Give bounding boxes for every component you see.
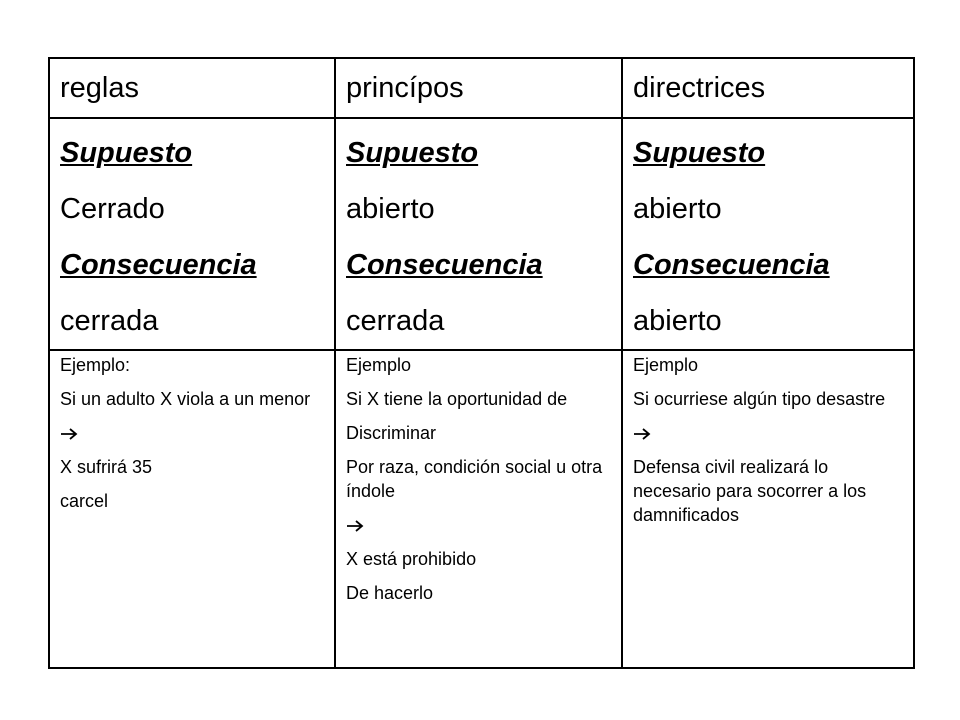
example-cell-principios	[335, 350, 622, 668]
example-premise-line: Discriminar	[346, 423, 436, 443]
supuesto-value: abierto	[346, 193, 435, 225]
supuesto-label: Supuesto	[633, 137, 766, 169]
right-arrow-icon	[633, 427, 651, 441]
header-row	[49, 58, 914, 118]
arrow-line	[346, 513, 611, 537]
supuesto-label: Supuesto	[60, 137, 193, 169]
right-arrow-icon	[346, 519, 364, 533]
example-premise-line: Si X tiene la oportunidad de	[346, 389, 568, 409]
consecuencia-label: Consecuencia	[60, 249, 257, 281]
example-row	[49, 350, 914, 668]
example-title: Ejemplo	[633, 355, 699, 375]
example-title: Ejemplo	[346, 355, 412, 375]
example-conclusion-line: carcel	[60, 491, 109, 511]
consecuencia-value: abierto	[633, 305, 722, 337]
concept-cell-directrices	[622, 118, 914, 350]
example-conclusion-line: De hacerlo	[346, 583, 434, 603]
header-cell-reglas: reglas	[49, 58, 335, 118]
right-arrow-icon	[60, 427, 78, 441]
consecuencia-label: Consecuencia	[346, 249, 543, 281]
example-cell-directrices	[622, 350, 914, 668]
header-cell-directrices: directrices	[622, 58, 914, 118]
concept-cell-reglas	[49, 118, 335, 350]
example-premise-line: Si ocurriese algún tipo desastre	[633, 389, 886, 409]
example-premise-line: Por raza, condición social u otra índole	[346, 457, 603, 501]
example-cell-reglas	[49, 350, 335, 668]
example-conclusion-line: X está prohibido	[346, 549, 477, 569]
arrow-line	[60, 421, 324, 445]
supuesto-label: Supuesto	[346, 137, 479, 169]
example-conclusion-line: X sufrirá 35	[60, 457, 153, 477]
example-conclusion-line: Defensa civil realizará lo necesario para socorrer a los damnificados	[633, 457, 867, 525]
supuesto-value: Cerrado	[60, 193, 165, 225]
example-premise-line: Si un adulto X viola a un menor	[60, 389, 311, 409]
consecuencia-label: Consecuencia	[633, 249, 830, 281]
consecuencia-value: cerrada	[60, 305, 159, 337]
arrow-line	[633, 421, 903, 445]
comparison-table	[48, 57, 915, 669]
example-title: Ejemplo:	[60, 355, 131, 375]
supuesto-value: abierto	[633, 193, 722, 225]
concept-cell-principios	[335, 118, 622, 350]
header-cell-principios: princípos	[335, 58, 622, 118]
consecuencia-value: cerrada	[346, 305, 445, 337]
concept-row	[49, 118, 914, 350]
